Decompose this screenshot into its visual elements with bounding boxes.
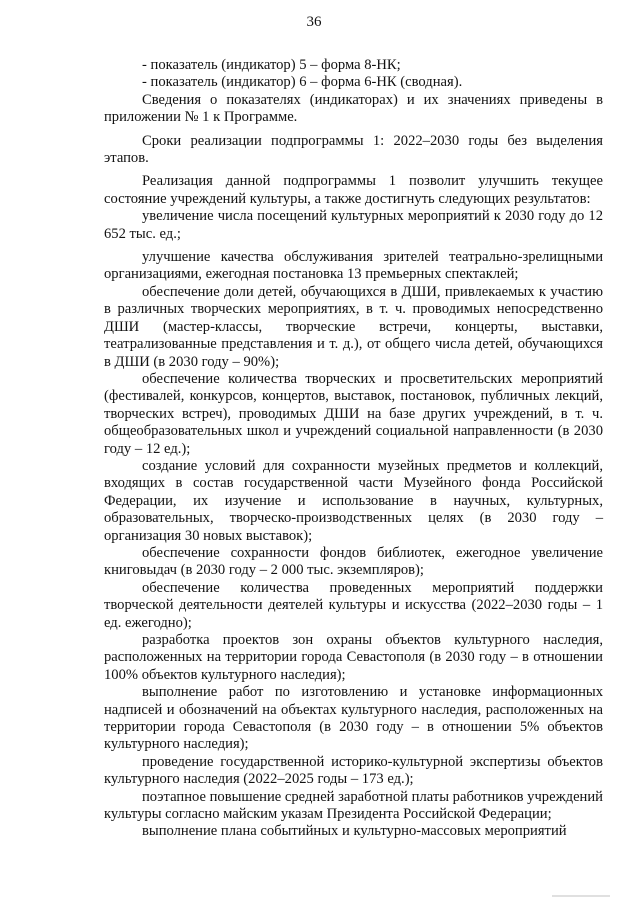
- paragraph-implementation-period: Сроки реализации подпрограммы 1: 2022–2030 годы без выделения этапов.: [104, 132, 603, 167]
- paragraph-expected-results: Реализация данной подпрограммы 1 позволит улучшить текущее состояние учреждений культуры, а также достигнуть следующих результатов:: [104, 173, 603, 207]
- list-item-support-events: обеспечение количества проведенных мероприятий поддержки творческой деятельности деятелей культуры и искусства (2022–2030 годы – 1 ед. ежегодно);: [104, 579, 603, 631]
- list-item-visits: увеличение числа посещений культурных мероприятий к 2030 году до 12 652 тыс. ед.;: [104, 208, 603, 242]
- list-item-theatre-service: улучшение качества обслуживания зрителей театрально-зрелищными организациями, ежегодная постановка 13 премьерных спектаклей;: [104, 249, 603, 283]
- paragraph-indicator-5: - показатель (индикатор) 5 – форма 8-НК;: [142, 57, 401, 73]
- list-item-events-plan: выполнение плана событийных и культурно-массовых мероприятий: [142, 823, 567, 840]
- paragraph-indicator-6: - показатель (индикатор) 6 – форма 6-НК (сводная).: [142, 74, 463, 91]
- scan-edge-mark: [552, 895, 610, 897]
- list-item-creative-events: обеспечение количества творческих и просветительских мероприятий (фестивалей, конкурсов, концертов, выставок, постановок, публичных лекций, творческих встреч), проводимых ДШИ на базе других учреждений, в т. ч. общеобразовательных школ и учреждений социальной направленности (в 2030 году – 12 ед.);: [104, 370, 603, 457]
- list-item-children-share: обеспечение доли детей, обучающихся в ДШИ, привлекаемых к участию в различных творческих мероприятиях, в т. ч. проводимых непосредственно ДШИ (мастер-классы, творческие встречи, концерты, выставки, театрализованные представления и т. д.), от общего числа детей, обучающихся в ДШИ (в 2030 году – 90%);: [104, 283, 603, 370]
- list-item-museum-collections: создание условий для сохранности музейных предметов и коллекций, входящих в состав государственной части Музейного фонда Российской Федерации, их изучение и использование в научных, культурных, образовательных, творческо-производственных целях (в 2030 году – организация 30 новых выставок);: [104, 457, 603, 544]
- list-item-information-signs: выполнение работ по изготовлению и установке информационных надписей и обозначений на объектах культурного наследия, расположенных на территории города Севастополя (в 2030 году – в отношении 5% объектов культурного наследия);: [104, 684, 603, 753]
- page-number: 36: [306, 14, 322, 30]
- paragraph-indicators-info: Сведения о показателях (индикаторах) и их значениях приведены в приложении № 1 к Программе.: [104, 91, 603, 126]
- list-item-expertise: проведение государственной историко-культурной экспертизы объектов культурного наследия (2022–2025 годы – 173 ед.);: [104, 753, 603, 788]
- list-item-salary-increase: поэтапное повышение средней заработной платы работников учреждений культуры согласно майским указам Президента Российской Федерации;: [104, 788, 603, 823]
- list-item-library-funds: обеспечение сохранности фондов библиотек, ежегодное увеличение книговыдач (в 2030 году – 2 000 тыс. экземпляров);: [104, 544, 603, 579]
- document-body: [104, 57, 603, 841]
- list-item-protection-zones: разработка проектов зон охраны объектов культурного наследия, расположенных на территории города Севастополя (в 2030 году – в отношении 100% объектов культурного наследия);: [104, 632, 603, 683]
